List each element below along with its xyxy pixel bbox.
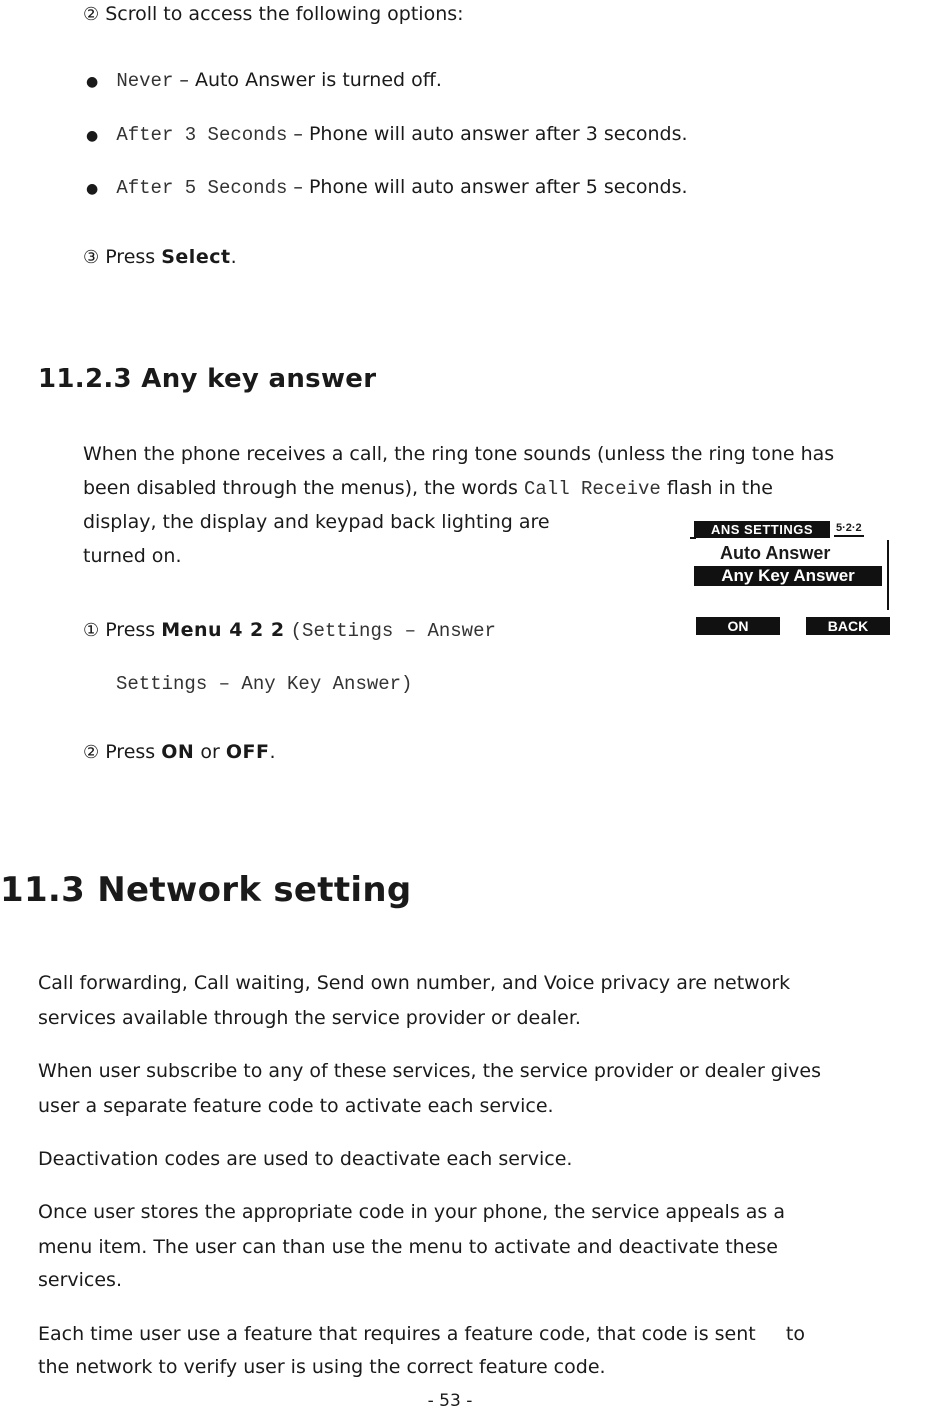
step-text-end: . <box>230 246 237 268</box>
lcd-header: ANS SETTINGS <box>694 521 830 538</box>
key-menu-sequence: Menu 4 2 2 <box>161 619 285 641</box>
option-after-5 <box>86 175 688 201</box>
option-code: After 3 Seconds <box>116 124 288 146</box>
step-text: Scroll to access the following options: <box>105 3 464 25</box>
text: flash in the <box>660 477 773 499</box>
lcd-selected-item: Any Key Answer <box>694 566 882 586</box>
option-desc: – Auto Answer is turned off. <box>179 69 442 91</box>
lcd-scrollbar <box>887 540 889 610</box>
option-code: After 5 Seconds <box>116 177 288 199</box>
p3-line-1: Deactivation codes are used to deactivate each service. <box>38 1148 573 1170</box>
step-text: Press <box>105 619 162 641</box>
menu-path-code: (Settings – Answer <box>290 620 496 642</box>
call-receive-code: Call Receive <box>523 478 661 500</box>
option-code: Never <box>116 70 174 92</box>
step-text-end: . <box>269 741 276 763</box>
section-heading: 11.3 Network setting <box>0 870 412 910</box>
p1-line-1: Call forwarding, Call waiting, Send own number, and Voice privacy are network <box>38 972 791 994</box>
paragraph-line-2 <box>83 476 773 501</box>
lcd-title: Auto Answer <box>720 543 831 563</box>
paragraph-line-3: display, the display and keypad back lighting are <box>83 511 550 533</box>
step-2-line <box>83 2 464 27</box>
step-text: Press <box>105 246 162 268</box>
phone-display-illustration <box>690 516 896 638</box>
p4-line-2: menu item. The user can than use the menu to activate and deactivate these <box>38 1236 778 1258</box>
bullet-icon: ● <box>86 181 99 197</box>
option-desc: – Phone will auto answer after 3 seconds. <box>293 123 688 145</box>
paragraph-line-1: When the phone receives a call, the ring tone sounds (unless the ring tone has <box>83 443 835 465</box>
step-1-line <box>83 618 496 643</box>
key-off: OFF <box>225 741 270 763</box>
step-text: or <box>194 741 226 763</box>
p1-line-2: services available through the service provider or dealer. <box>38 1007 581 1029</box>
page-number: - 53 - <box>427 1391 473 1411</box>
text: been disabled through the menus), the words <box>83 477 524 499</box>
step-2-any-key <box>83 740 275 765</box>
lcd-softkey-left: ON <box>696 617 780 635</box>
p4-line-3: services. <box>38 1269 122 1291</box>
key-on: ON <box>161 741 195 763</box>
menu-path-code: Settings – Any Key Answer) <box>116 673 413 695</box>
lcd-menu-number: 5·2·2 <box>834 521 864 537</box>
lcd-softkey-right: BACK <box>806 617 890 635</box>
subsection-heading: 11.2.3 Any key answer <box>38 364 377 394</box>
step-number: ② <box>83 4 100 25</box>
step-number: ② <box>83 742 100 763</box>
p4-line-1: Once user stores the appropriate code in your phone, the service appeals as a <box>38 1201 786 1223</box>
p5-line-2: the network to verify user is using the correct feature code. <box>38 1356 606 1378</box>
step-text: Press <box>105 741 162 763</box>
option-after-3 <box>86 122 688 148</box>
step-number: ① <box>83 620 100 641</box>
p5-line-1: Each time user use a feature that requires a feature code, that code is sent to <box>38 1323 805 1345</box>
bullet-icon: ● <box>86 128 99 144</box>
option-desc: – Phone will auto answer after 5 seconds. <box>293 176 688 198</box>
step-number: ③ <box>83 247 100 268</box>
step-1-line-2 <box>116 671 412 696</box>
step-3-line <box>83 245 237 270</box>
bullet-icon: ● <box>86 74 99 90</box>
paragraph-line-4: turned on. <box>83 545 182 567</box>
p2-line-2: user a separate feature code to activate each service. <box>38 1095 554 1117</box>
key-select: Select <box>161 246 231 268</box>
p2-line-1: When user subscribe to any of these services, the service provider or dealer gives <box>38 1060 821 1082</box>
option-never <box>86 68 442 94</box>
